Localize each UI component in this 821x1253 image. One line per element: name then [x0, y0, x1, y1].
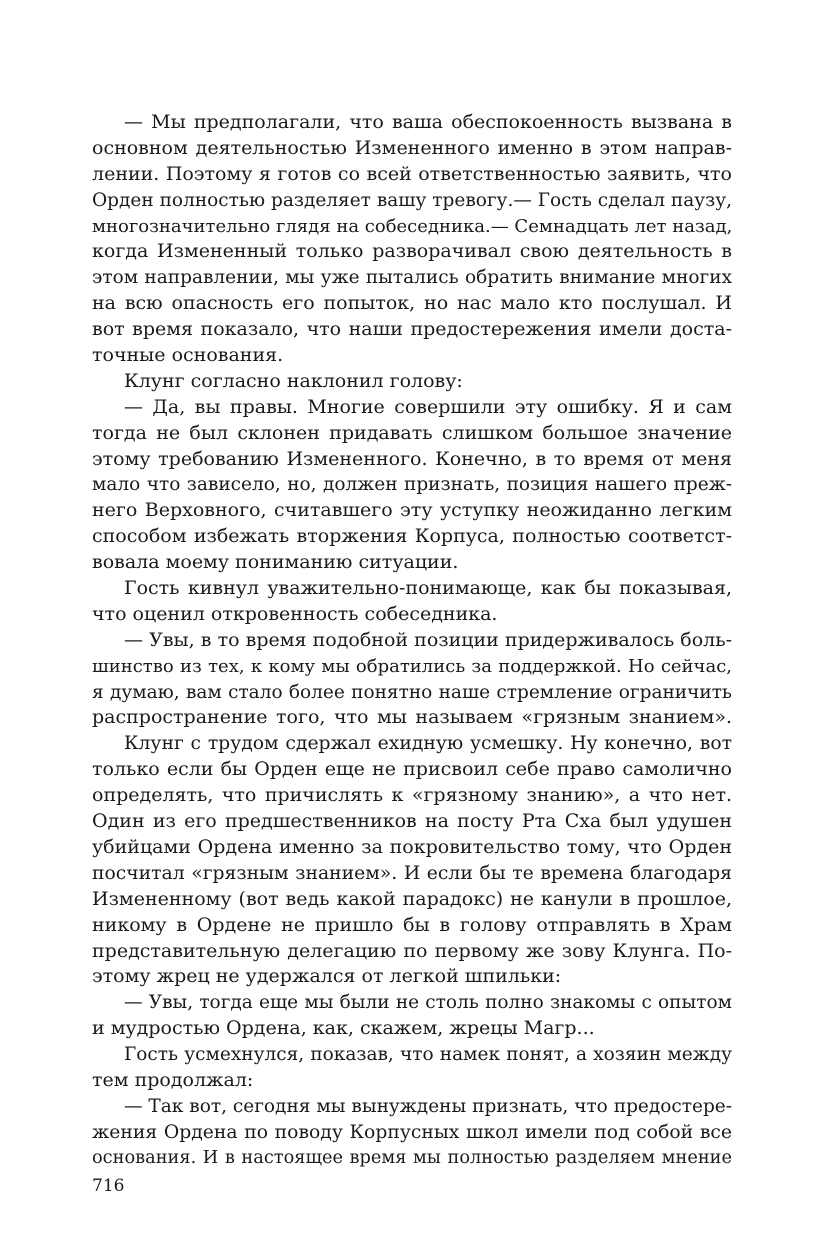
text-line: этом направлении, мы уже пытались обратить внимание многих	[92, 267, 732, 289]
text-line: вот время показало, что наши предостережения имели доста-	[92, 318, 732, 341]
text-line: Орден полностью разделяет вашу тревогу.— Гость сделал паузу,	[92, 189, 732, 211]
text-line: вовала моему пониманию ситуации.	[92, 551, 459, 574]
text-line: — Увы, в то время подобной позиции придерживалось боль-	[124, 628, 732, 651]
text-line: лении. Поэтому я готов со всей ответственностью заявить, что	[92, 162, 732, 185]
text-line: — Увы, тогда еще мы были не столь полно знакомы с опытом	[124, 992, 732, 1014]
text-line: тогда не был склонен придавать слишком большое значение	[92, 421, 732, 444]
text-line: Измененному (вот ведь какой парадокс) не канули в прошлое,	[92, 887, 732, 910]
text-line: этому жрец не удержался от легкой шпильки:	[92, 965, 562, 988]
text-line: Один из его предшественников на посту Рта Сха был удушен	[92, 810, 732, 833]
text-line: убийцами Ордена именно за покровительство тому, что Орден	[92, 835, 732, 858]
text-line: мало что зависело, но, должен признать, позиция нашего преж-	[92, 474, 732, 496]
text-line: и мудростью Ордена, как, скажем, жрецы Магр...	[92, 1017, 595, 1040]
text-line: на всю опасность его попыток, но нас мало кто послушал. И	[92, 292, 732, 315]
text-line: шинство из тех, к кому мы обратились за поддержкой. Но сейчас,	[92, 655, 732, 677]
text-line: способом избежать вторжения Корпуса, полностью соответст-	[92, 525, 732, 548]
text-line: я думаю, вам стало более понятно наше стремление ограничить	[92, 681, 732, 703]
text-line: Клунг согласно наклонил голову:	[124, 369, 463, 392]
text-line: основном деятельностью Измененного именно в этом направ-	[92, 136, 732, 159]
text-line: — Так вот, сегодня мы вынуждены признать, что предостере-	[124, 1095, 732, 1117]
text-line: точные основания.	[92, 344, 284, 367]
text-line: только если бы Орден еще не присвоил себе право самолично	[92, 758, 732, 781]
text-line: Гость усмехнулся, показав, что намек понят, а хозяин между	[124, 1044, 732, 1066]
text-line: этому требованию Измененного. Конечно, в то время от меня	[92, 447, 732, 470]
text-line: представительную делегацию по первому же зову Клунга. По-	[92, 939, 732, 962]
text-line: Гость кивнул уважительно-понимающе, как бы показывая,	[124, 577, 732, 600]
text-line: многозначительно глядя на собеседника.— Семнадцать лет назад,	[92, 215, 733, 237]
text-line: него Верховного, считавшего эту уступку неожиданно легким	[92, 499, 732, 522]
text-line: распространение того, что мы называем «грязным знанием».	[92, 706, 732, 729]
text-line: — Да, вы правы. Многие совершили эту ошибку. Я и сам	[124, 395, 732, 418]
text-line: основания. И в настоящее время мы полностью разделяем мнение	[92, 1147, 732, 1168]
text-line: тем продолжал:	[92, 1068, 254, 1091]
text-line: жения Ордена по поводу Корпусных школ имели под собой все	[92, 1121, 732, 1143]
text-line: никому в Ордене не пришло бы в голову отправлять в Храм	[92, 913, 732, 936]
text-line: когда Измененный только разворачивал свою деятельность в	[92, 240, 732, 263]
text-line: — Мы предполагали, что ваша обеспокоенность вызвана в	[124, 111, 732, 133]
text-line: определять, что причислять к «грязному знанию», а что нет.	[92, 784, 732, 807]
page-number: 716	[92, 1176, 125, 1196]
text-line: что оценил откровенность собеседника.	[92, 602, 498, 625]
text-line: Клунг с трудом сдержал ехидную усмешку. Ну конечно, вот	[124, 733, 732, 755]
body-text	[92, 110, 732, 1172]
text-line: посчитал «грязным знанием». И если бы те времена благодаря	[92, 862, 732, 884]
